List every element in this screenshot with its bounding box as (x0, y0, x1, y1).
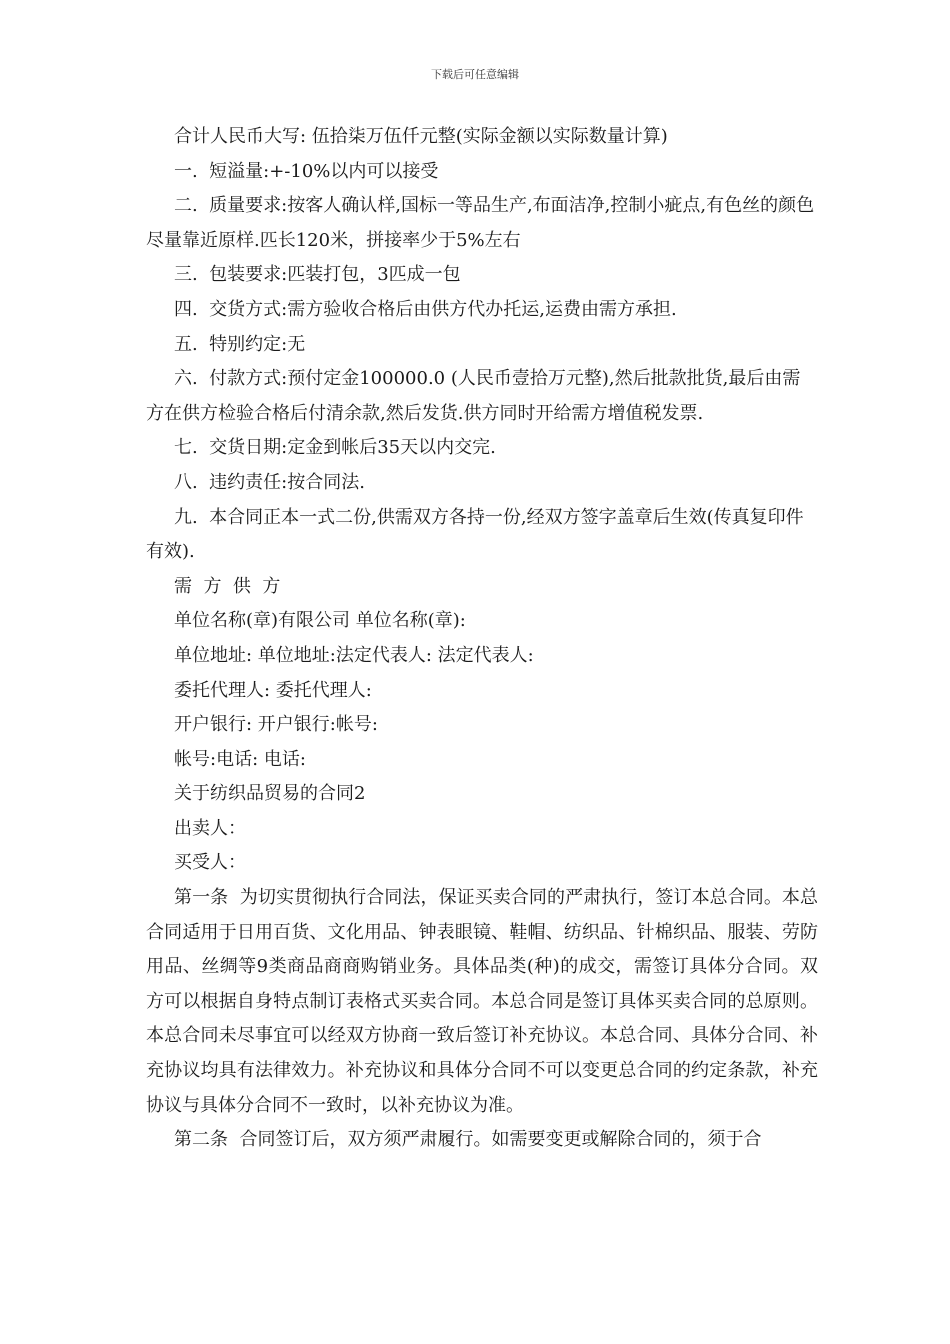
signature-bank: 开户银行: 开户银行:帐号: (174, 714, 378, 736)
page-header-note: 下载后可任意编辑 (431, 68, 519, 81)
signature-agent: 委托代理人: 委托代理人: (174, 679, 372, 701)
clause-payment: 六. 付款方式:预付定金100000.0 (人民币壹拾万元整),然后批款批货,最后由需方在供方检验合格后付清余款,然后发货.供方同时开给需方增值税发票. (146, 368, 801, 424)
clause-delivery-date: 七. 交货日期:定金到帐后35天以内交完. (174, 437, 496, 459)
clause-copies: 九. 本合同正本一式二份,供需双方各持一份,经双方签字盖章后生效(传真复印件有效). (146, 506, 804, 563)
clause-special-agreement: 五. 特别约定:无 (174, 333, 306, 355)
buyer-line: 买受人： (174, 852, 246, 874)
total-amount-line: 合计人民币大写: 伍拾柒万伍仟元整(实际金额以实际数量计算) (174, 126, 668, 147)
clause-delivery-method: 四. 交货方式:需方验收合格后由供方代办托运,运费由需方承担. (174, 298, 677, 320)
clause-quality: 二. 质量要求:按客人确认样,国标一等品生产,布面洁净,控制小疵点,有色丝的颜色尽量靠近原样.匹长120米，拼接率少于5%左右 (146, 195, 815, 251)
clause-short-overflow: 一. 短溢量:+-10%以内可以接受 (174, 160, 439, 182)
signature-address: 单位地址: 单位地址:法定代表人: 法定代表人: (174, 644, 534, 666)
seller-line: 出卖人： (174, 817, 246, 839)
signature-account-phone: 帐号:电话: 电话: (174, 748, 306, 770)
clause-liability: 八. 违约责任:按合同法. (174, 471, 365, 493)
signature-company-name: 单位名称(章)有限公司 单位名称(章): (174, 610, 466, 632)
second-contract-title: 关于纺织品贸易的合同2 (174, 783, 366, 805)
article-two: 第二条 合同签订后，双方须严肃履行。如需要变更或解除合同的，须于合 (174, 1129, 762, 1151)
parties-heading: 需 方 供 方 (174, 575, 281, 597)
document-body (146, 120, 818, 1158)
article-one: 第一条 为切实贯彻执行合同法，保证买卖合同的严肃执行，签订本总合同。本总合同适用于日用百货、文化用品、钟表眼镜、鞋帽、纺织品、针棉织品、服装、劳防用品、丝绸等9类商品商商购销业务。具体品类(种)的成交，需签订具体分合同。双方可以根据自身特点制订表格式买卖合同。本总合同是签订具体买卖合同的总原则。本总合同未尽事宜可以经双方协商一致后签订补充协议。本总合同、具体分合同、补充协议均具有法律效力。补充协议和具体分合同不可以变更总合同的约定条款，补充协议与具体分合同不一致时，以补充协议为准。 (146, 887, 818, 1116)
clause-packaging: 三. 包装要求:匹装打包，3匹成一包 (174, 264, 461, 286)
